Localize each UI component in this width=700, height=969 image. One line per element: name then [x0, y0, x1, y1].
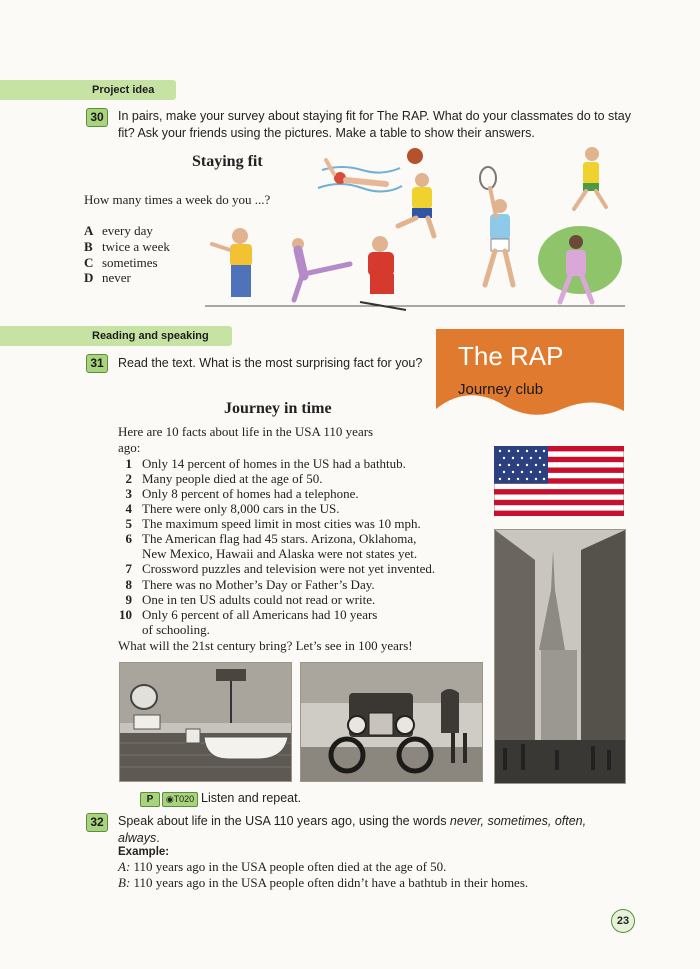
fact-number: 1	[125, 456, 132, 471]
fact-text: Crossword puzzles and television were not yet invented.	[142, 561, 436, 576]
article-intro-cont: ago:	[118, 440, 141, 455]
audio-badge-label: P	[146, 794, 154, 805]
page-number	[611, 909, 635, 933]
survey-option	[84, 270, 131, 286]
survey-title: Staying fit	[192, 153, 263, 170]
fact-text: Only 6 percent of all Americans had 10 years	[142, 607, 378, 622]
section-banner-project-idea	[0, 80, 176, 100]
fact-text: There were only 8,000 cars in the US.	[142, 501, 340, 516]
task-32-text: Speak about life in the USA 110 years ago, using the words	[118, 814, 450, 828]
option-letter: B	[84, 239, 93, 254]
fact-number: 8	[125, 577, 132, 592]
audio-disc-icon: ◉	[165, 794, 174, 804]
option-text: twice a week	[102, 239, 170, 254]
old-car-photo	[300, 662, 483, 782]
option-text: every day	[102, 223, 153, 238]
fact-number: 6	[125, 531, 132, 546]
audio-badge	[140, 792, 160, 807]
task-32-instruction	[118, 813, 628, 847]
fact-number: 3	[125, 486, 132, 501]
walking-girl-figure	[538, 226, 622, 302]
option-text: sometimes	[102, 255, 158, 270]
survey-option	[84, 255, 158, 271]
stretching-girl-figure	[212, 228, 252, 297]
option-letter: C	[84, 255, 94, 270]
article-closing: What will the 21st century bring? Let’s see in 100 years!	[118, 638, 413, 653]
example-b-text: 110 years ago in the USA people often didn’t have a bathtub in their homes.	[133, 875, 529, 890]
task-number-32: 32	[86, 813, 108, 832]
football-player-figure	[398, 148, 434, 236]
sports-illustration	[200, 140, 630, 315]
task-30-instruction: In pairs, make your survey about staying fit for The RAP. What do your classmates do to stay fit? Ask your friends using the pictures. Make a table to show their answers.	[118, 109, 631, 140]
example-a-text: 110 years ago in the USA people often died at the age of 50.	[133, 859, 447, 874]
us-flag-image	[494, 446, 624, 516]
rap-journey-club-box	[436, 329, 624, 419]
rap-subtitle: Journey club	[458, 381, 544, 398]
example-b	[118, 875, 528, 891]
tennis-player-figure	[480, 167, 513, 285]
option-text: never	[102, 270, 131, 285]
fact-text: One in ten US adults could not read or write.	[142, 592, 376, 607]
fact-number: 2	[125, 471, 132, 486]
old-street-photo	[494, 529, 626, 784]
task-number-31: 31	[86, 354, 108, 373]
article-intro: Here are 10 facts about life in the USA 110 years	[118, 424, 374, 439]
task-32-period: .	[156, 831, 160, 845]
task-32-word-always: always	[118, 831, 157, 845]
example-a	[118, 859, 446, 875]
rap-title: The RAP	[458, 341, 564, 371]
audio-track-code: T020	[173, 794, 195, 804]
survey-option	[84, 239, 170, 255]
fact-number: 9	[125, 592, 132, 607]
audio-track-badge[interactable]	[162, 792, 198, 807]
figure-skater-figure	[292, 238, 350, 300]
fact-number: 5	[125, 516, 132, 531]
speaker-a-label: A:	[118, 859, 131, 874]
speaker-b-label: B:	[118, 875, 131, 890]
section-banner-reading-speaking	[0, 326, 232, 346]
example-label: Example:	[118, 846, 170, 858]
swimmer-figure	[318, 160, 402, 192]
task-32-words: never, sometimes, often,	[449, 814, 587, 828]
fact-text: The American flag had 45 stars. Arizona, Oklahoma,	[142, 531, 417, 546]
skier-figure	[360, 236, 406, 310]
fact-text: Many people died at the age of 50.	[142, 471, 323, 486]
fact-number: 4	[125, 501, 132, 516]
survey-option	[84, 223, 153, 239]
fact-number: 7	[125, 561, 132, 576]
fact-text: The maximum speed limit in most cities was 10 mph.	[142, 516, 421, 531]
fact-text: There was no Mother’s Day or Father’s Day.	[142, 577, 375, 592]
option-letter: A	[84, 223, 94, 238]
audio-instruction: Listen and repeat.	[201, 791, 302, 805]
fact-text: New Mexico, Hawaii and Alaska were not states yet.	[142, 546, 418, 561]
task-31-instruction: Read the text. What is the most surprising fact for you?	[118, 356, 423, 370]
section-label: Project idea	[92, 84, 155, 96]
old-bathroom-photo	[119, 662, 292, 782]
fact-text: of schooling.	[142, 622, 210, 637]
fact-number: 10	[119, 607, 132, 622]
runner-figure	[574, 147, 606, 209]
page-number-text: 23	[616, 915, 630, 927]
article-title: Journey in time	[224, 400, 332, 417]
fact-text: Only 14 percent of homes in the US had a bathtub.	[142, 456, 406, 471]
survey-question: How many times a week do you ...?	[84, 192, 271, 207]
task-number-30: 30	[86, 108, 108, 127]
section-label: Reading and speaking	[92, 330, 209, 342]
fact-text: Only 8 percent of homes had a telephone.	[142, 486, 359, 501]
option-letter: D	[84, 270, 94, 285]
